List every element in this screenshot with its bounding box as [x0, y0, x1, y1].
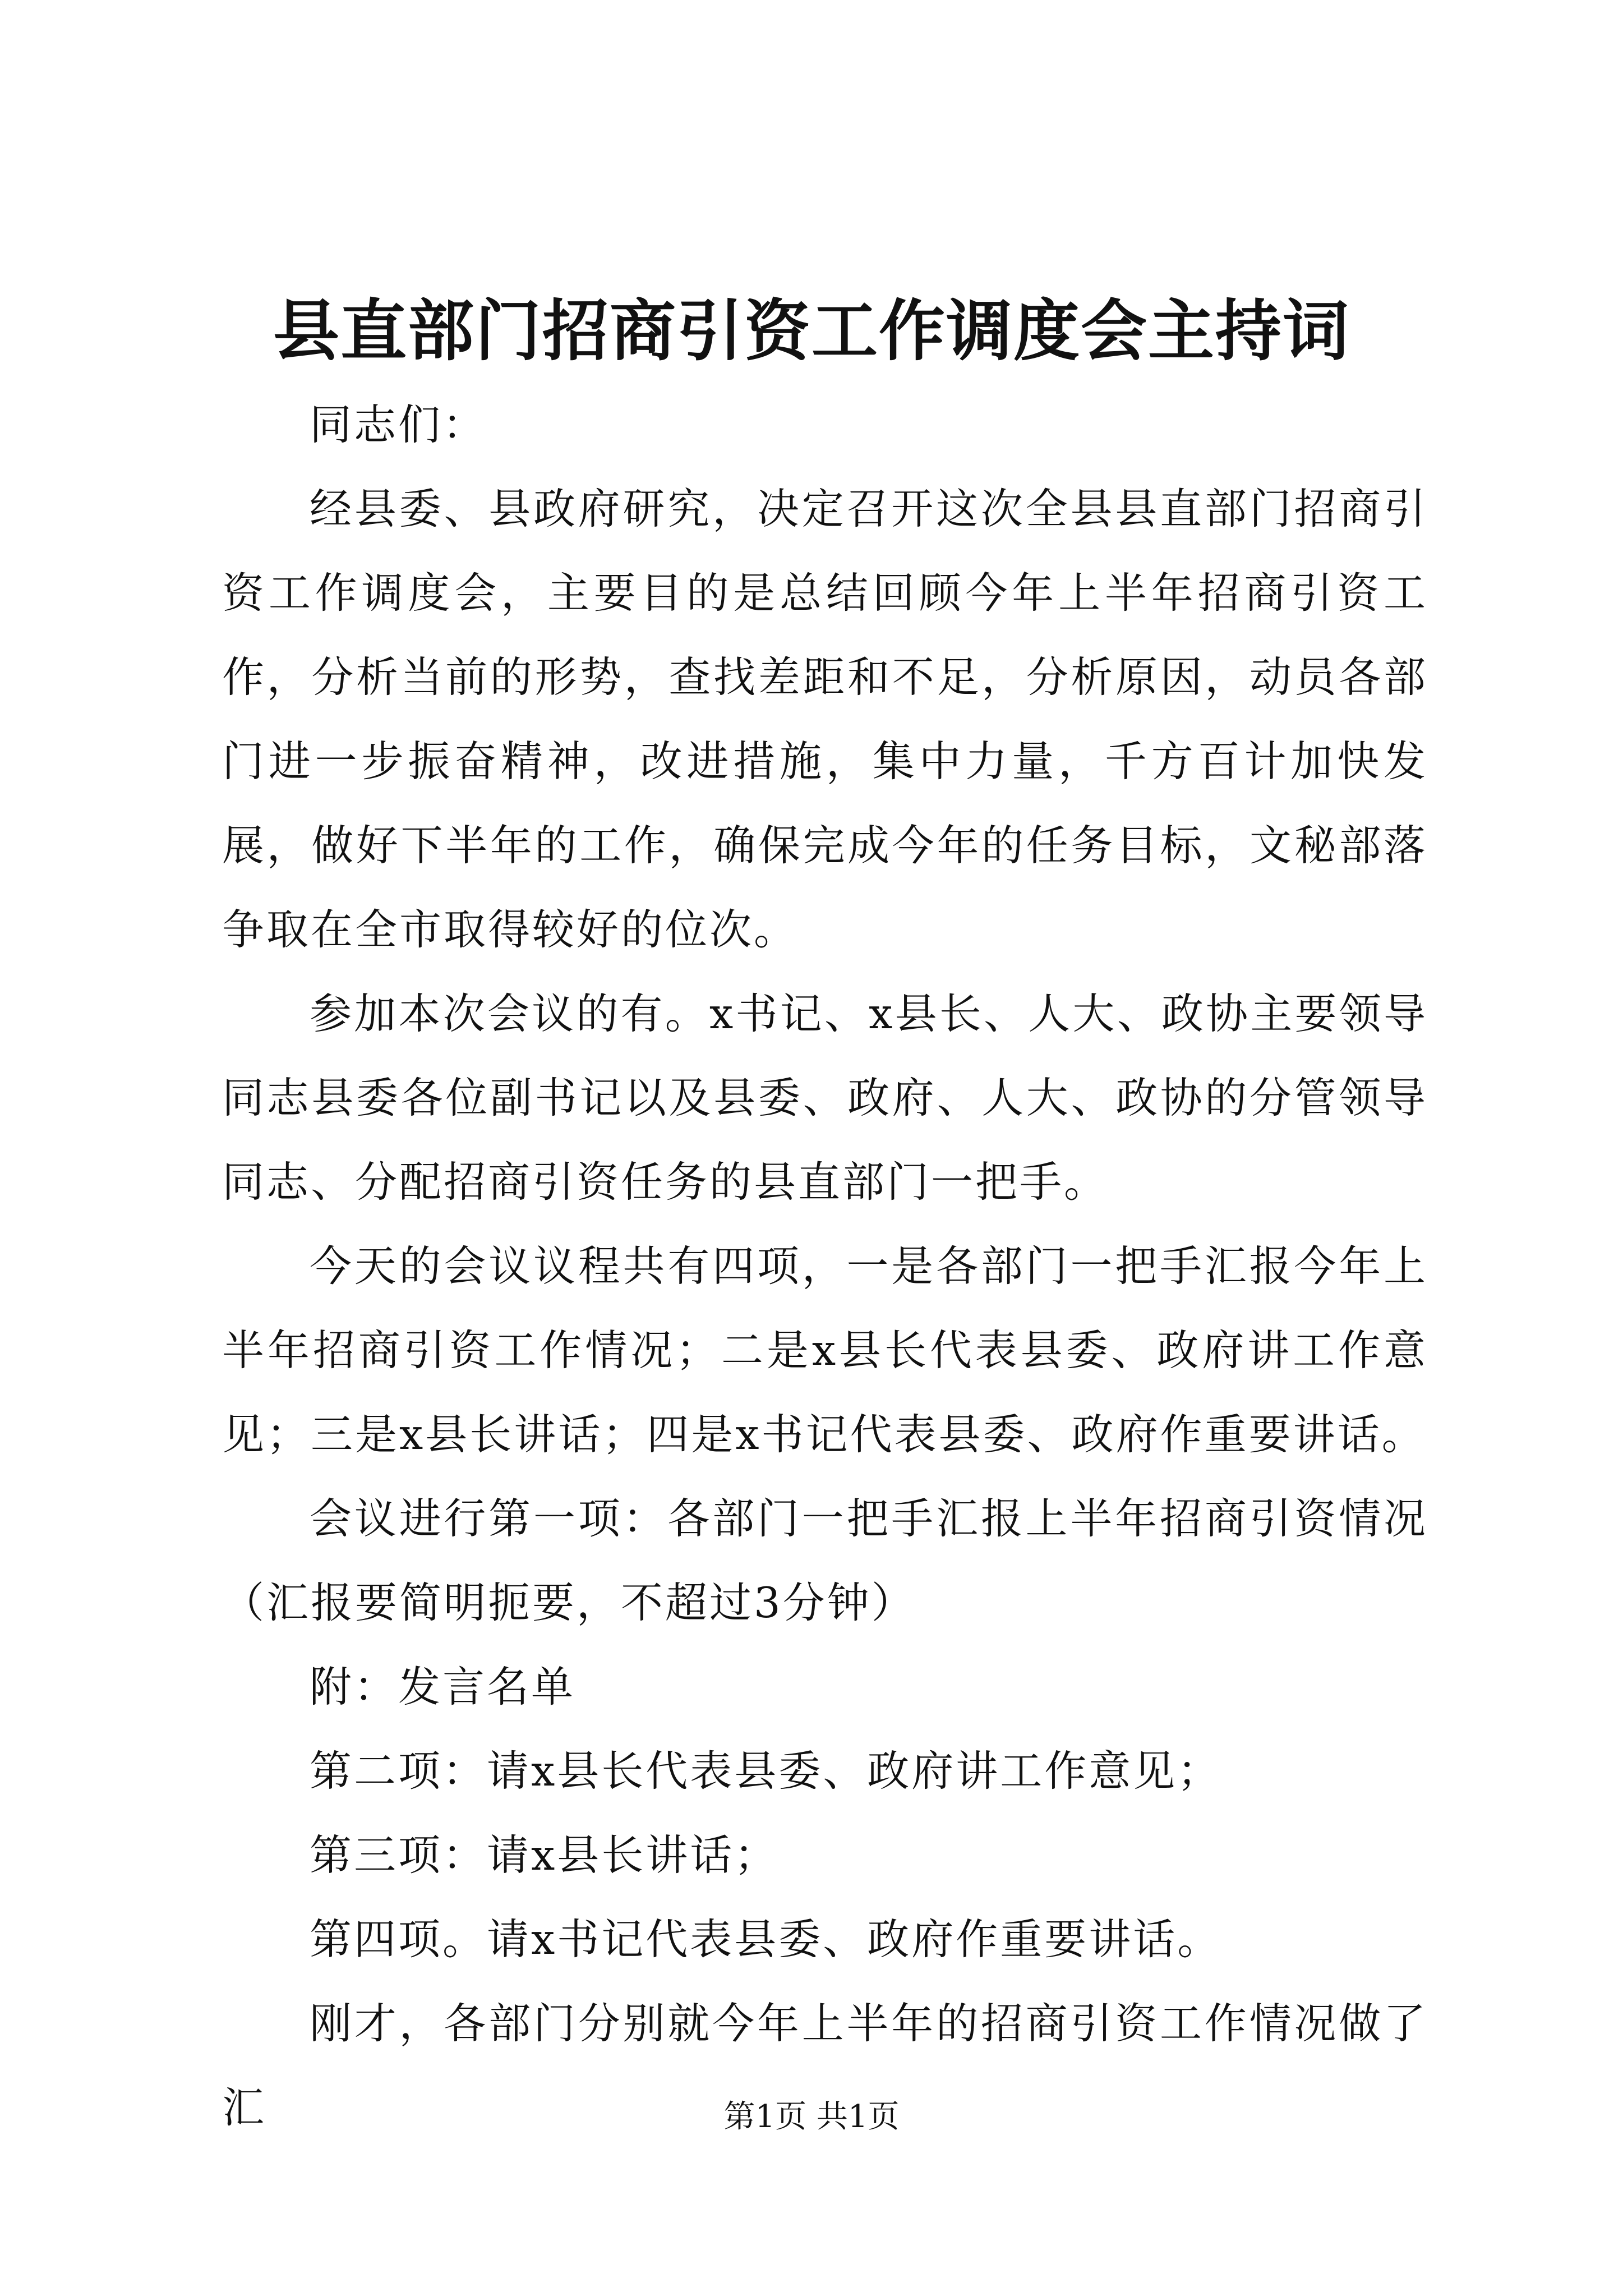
paragraph-attendees: 参加本次会议的有。x书记、x县长、人大、政协主要领导同志县委各位副书记以及县委、政府、人大、政协的分管领导同志、分配招商引资任务的县直部门一把手。 — [222, 989, 1428, 1207]
paragraph-item-four: 第四项。请x书记代表县委、政府作重要讲话。 — [310, 1915, 1222, 1964]
paragraph-item-one: 会议进行第一项：各部门一把手汇报上半年招商引资情况（汇报要简明扼要，不超过3分钟） — [222, 1494, 1428, 1627]
paragraph-item-two: 第二项：请x县长代表县委、政府讲工作意见； — [310, 1746, 1222, 1796]
document-title: 县直部门招商引资工作调度会主持词 — [273, 292, 1350, 370]
document-body — [222, 383, 1428, 2150]
paragraph-purpose: 经县委、县政府研究，决定召开这次全县县直部门招商引资工作调度会，主要目的是总结回顾今年上半年招商引资工作，分析当前的形势，查找差距和不足，分析原因，动员各部门进一步振奋精神，改进措施，集中力量，千方百计加快发展，做好下半年的工作，确保完成今年的任务目标，文秘部落争取在全市取得较好的位次。 — [222, 484, 1428, 954]
paragraph-speaker-list: 附：发言名单 — [310, 1662, 576, 1711]
paragraph-agenda: 今天的会议议程共有四项，一是各部门一把手汇报今年上半年招商引资工作情况；二是x县长代表县委、政府讲工作意见；三是x县长讲话；四是x书记代表县委、政府作重要讲话。 — [222, 1241, 1428, 1459]
paragraph-item-three: 第三项：请x县长讲话； — [310, 1830, 779, 1880]
page-footer: 第1页 共1页 — [723, 2099, 900, 2135]
paragraph-salutation: 同志们： — [310, 400, 487, 449]
paragraph-closing: 刚才，各部门分别就今年上半年的招商引资工作情况做了汇 — [222, 1999, 1428, 2132]
